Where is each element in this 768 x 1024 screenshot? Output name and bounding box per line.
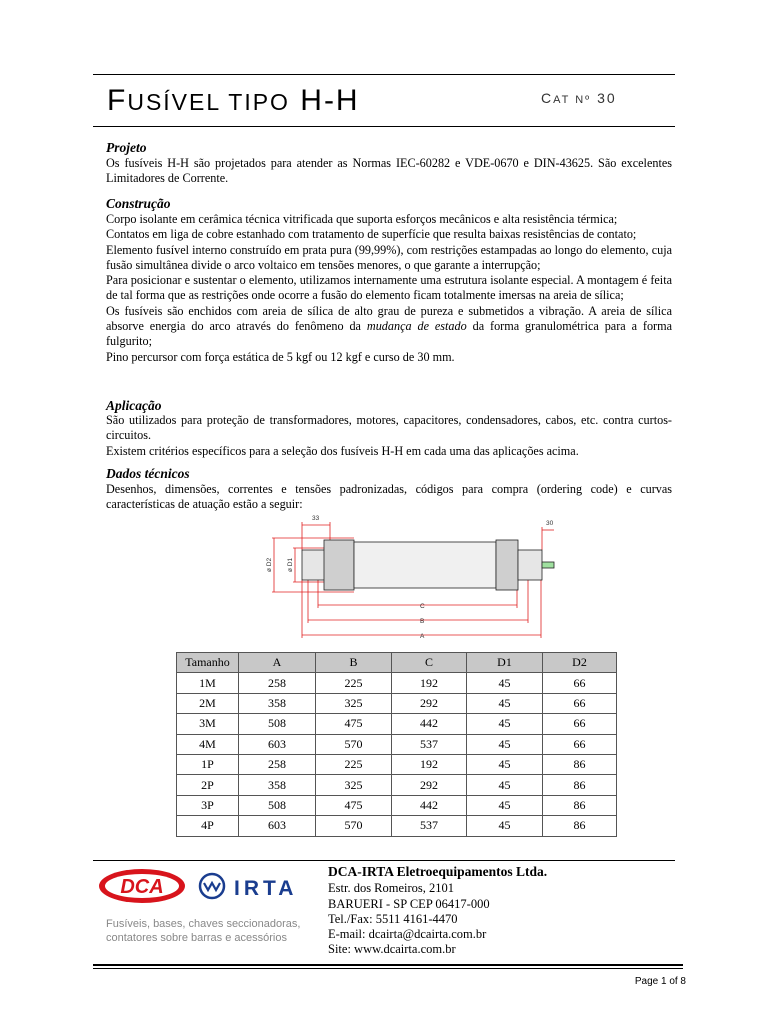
projeto-paragraph: Os fusíveis H-H são projetados para atender as Normas IEC-60282 e VDE-0670 e DIN-43625. São excelentes Limitadores de Corrente. xyxy=(106,156,672,186)
company-phone: Tel./Fax: 5511 4161-4470 xyxy=(328,911,458,926)
label-b: B xyxy=(420,618,425,625)
table-cell: 442 xyxy=(392,714,467,734)
company-info xyxy=(328,864,547,958)
table-cell: 570 xyxy=(316,816,392,836)
table-cell: 192 xyxy=(392,673,467,693)
table-header-row xyxy=(177,653,617,673)
table-row xyxy=(177,673,617,693)
table-cell: 45 xyxy=(467,754,543,774)
table-cell: 45 xyxy=(467,673,543,693)
dados-paragraph: Desenhos, dimensões, correntes e tensões padronizadas, códigos para compra (ordering code) e curvas características de atuação estão a seguir: xyxy=(106,482,672,512)
label-d2: ø D2 xyxy=(266,557,273,572)
table-cell: 2M xyxy=(177,693,239,713)
company-address-1: Estr. dos Romeiros, 2101 xyxy=(328,881,455,896)
heading-construcao: Construção xyxy=(106,196,171,211)
table-cell: 45 xyxy=(467,775,543,795)
table-cell: 603 xyxy=(239,816,316,836)
construcao-p3: Elemento fusível interno construído em prata pura (99,99%), com restrições estampadas ao longo do elemento, cuja fusão simultânea divide o arco voltaico em tensões menores, o que garante a interrupção; xyxy=(106,242,672,272)
table-cell: 86 xyxy=(543,754,617,774)
table-cell: 3M xyxy=(177,714,239,734)
label-a: A xyxy=(420,633,425,640)
title-rule xyxy=(93,126,675,127)
cat-num: 30 xyxy=(597,90,617,106)
projeto-text xyxy=(106,156,672,187)
slogan-line-2: contatores sobre barras e acessórios xyxy=(106,932,287,944)
table-cell: 45 xyxy=(467,795,543,815)
table-header-cell: D2 xyxy=(543,653,617,673)
table-row xyxy=(177,734,617,754)
heading-dados: Dados técnicos xyxy=(106,466,190,481)
fuse-striker-pin xyxy=(542,562,554,568)
fuse-contact-left xyxy=(324,540,354,590)
table-cell: 1P xyxy=(177,754,239,774)
table-cell: 86 xyxy=(543,816,617,836)
company-name: DCA-IRTA Eletroequipamentos Ltda. xyxy=(328,864,548,879)
company-email: E-mail: dcairta@dcairta.com.br xyxy=(328,927,487,942)
table-cell: 358 xyxy=(239,693,316,713)
table-cell: 603 xyxy=(239,734,316,754)
top-rule xyxy=(93,74,675,75)
table-cell: 537 xyxy=(392,816,467,836)
table-row xyxy=(177,795,617,815)
table-cell: 66 xyxy=(543,734,617,754)
cat-rest: AT Nº xyxy=(553,94,592,106)
table-row xyxy=(177,714,617,734)
table-row xyxy=(177,754,617,774)
table-row xyxy=(177,775,617,795)
table-cell: 3P xyxy=(177,795,239,815)
table-cell: 508 xyxy=(239,795,316,815)
table-cell: 475 xyxy=(316,714,392,734)
table-cell: 325 xyxy=(316,693,392,713)
table-cell: 4M xyxy=(177,734,239,754)
cat-initial: C xyxy=(541,90,554,106)
table-header-cell: B xyxy=(316,653,392,673)
table-cell: 45 xyxy=(467,693,543,713)
table-cell: 66 xyxy=(543,714,617,734)
fuse-dimension-drawing xyxy=(262,510,582,645)
table-cell: 192 xyxy=(392,754,467,774)
table-header-cell: D1 xyxy=(467,653,543,673)
page-number: Page 1 of 8 xyxy=(634,976,686,987)
table-cell: 45 xyxy=(467,734,543,754)
irta-logo-text: IRTA xyxy=(234,877,298,900)
table-cell: 225 xyxy=(316,673,392,693)
aplicacao-p2: Existem critérios específicos para a seleção dos fusíveis H-H em cada uma das aplicações acima. xyxy=(106,443,579,458)
table-cell: 1M xyxy=(177,673,239,693)
table-cell: 358 xyxy=(239,775,316,795)
title-rest: USÍVEL TIPO xyxy=(127,89,290,115)
aplicacao-p1: São utilizados para proteção de transformadores, motores, capacitores, condensadores, cabos, etc. contra curtos-circuitos. xyxy=(106,413,672,443)
table-cell: 225 xyxy=(316,754,392,774)
construcao-p5b: da forma granulométrica para a forma fulgurito; xyxy=(106,319,673,349)
fuse-ceramic-body xyxy=(354,542,496,588)
construcao-p5 xyxy=(106,304,672,350)
irta-logo-wave xyxy=(204,883,220,890)
heading-projeto: Projeto xyxy=(106,140,147,155)
fuse-contact-right xyxy=(496,540,518,590)
table-row xyxy=(177,693,617,713)
table-cell: 570 xyxy=(316,734,392,754)
table-cell: 292 xyxy=(392,693,467,713)
footer-top-rule xyxy=(93,860,675,861)
page-title xyxy=(107,84,360,118)
irta-logo xyxy=(198,872,318,900)
table-cell: 2P xyxy=(177,775,239,795)
table-cell: 45 xyxy=(467,714,543,734)
label-30: 30 xyxy=(546,520,554,527)
table-cell: 4P xyxy=(177,816,239,836)
label-c: C xyxy=(420,603,425,610)
table-cell: 258 xyxy=(239,673,316,693)
label-d1: ø D1 xyxy=(287,557,294,572)
table-cell: 86 xyxy=(543,775,617,795)
construcao-p5-em: mudança de estado xyxy=(366,319,467,334)
company-address-2: BARUERI - SP CEP 06417-000 xyxy=(328,896,490,911)
table-header-cell: Tamanho xyxy=(177,653,239,673)
table-cell: 66 xyxy=(543,693,617,713)
construcao-text xyxy=(106,212,672,365)
table-cell: 86 xyxy=(543,795,617,815)
title-initial: F xyxy=(107,84,128,117)
dca-logo xyxy=(97,866,187,906)
table-cell: 66 xyxy=(543,673,617,693)
company-site: Site: www.dcairta.com.br xyxy=(328,942,456,957)
fuse-body-group xyxy=(302,540,554,590)
construcao-p4: Para posicionar e sustentar o elemento, utilizamos internamente uma estrutura isolante especial. A montagem é feita de tal forma que as restrições onde ocorre a fusão do elemento ficam totalmente imersas na areia de sílica; xyxy=(106,273,672,303)
table-cell: 45 xyxy=(467,816,543,836)
dados-text xyxy=(106,482,672,513)
label-33: 33 xyxy=(312,515,320,522)
table-cell: 258 xyxy=(239,754,316,774)
construcao-p6: Pino percursor com força estática de 5 kgf ou 12 kgf e curso de 30 mm. xyxy=(106,349,455,364)
table-row xyxy=(177,816,617,836)
construcao-p2: Contatos em liga de cobre estanhado com tratamento de superfície que resulta baixas resistências de contato; xyxy=(106,227,637,242)
table-cell: 537 xyxy=(392,734,467,754)
table-cell: 442 xyxy=(392,795,467,815)
table-cell: 292 xyxy=(392,775,467,795)
table-cell: 475 xyxy=(316,795,392,815)
catalog-number xyxy=(541,90,617,106)
fuse-cap-right xyxy=(518,550,542,580)
table-cell: 508 xyxy=(239,714,316,734)
table-cell: 325 xyxy=(316,775,392,795)
footer-bottom-rule-1 xyxy=(93,964,683,966)
irta-logo-circle xyxy=(200,874,224,898)
table-header-cell: C xyxy=(392,653,467,673)
dca-logo-text: DCA xyxy=(120,876,164,898)
construcao-p1: Corpo isolante em cerâmica técnica vitrificada que suporta esforços mecânicos e alta resistência térmica; xyxy=(106,212,618,226)
aplicacao-text xyxy=(106,413,672,459)
title-hh: H-H xyxy=(300,84,360,117)
table-header-cell: A xyxy=(239,653,316,673)
heading-aplicacao: Aplicação xyxy=(106,398,162,413)
construcao-p5a: Os fusíveis são enchidos com areia de sílica de alto grau de pureza e submetidos a vibração. A areia de sílica absorve energia do arco através do fenômeno da xyxy=(106,303,672,334)
dimensions-table xyxy=(176,652,617,837)
company-slogan xyxy=(106,917,316,945)
slogan-line-1: Fusíveis, bases, chaves seccionadoras, xyxy=(106,918,301,930)
footer-bottom-rule-2 xyxy=(93,968,683,969)
